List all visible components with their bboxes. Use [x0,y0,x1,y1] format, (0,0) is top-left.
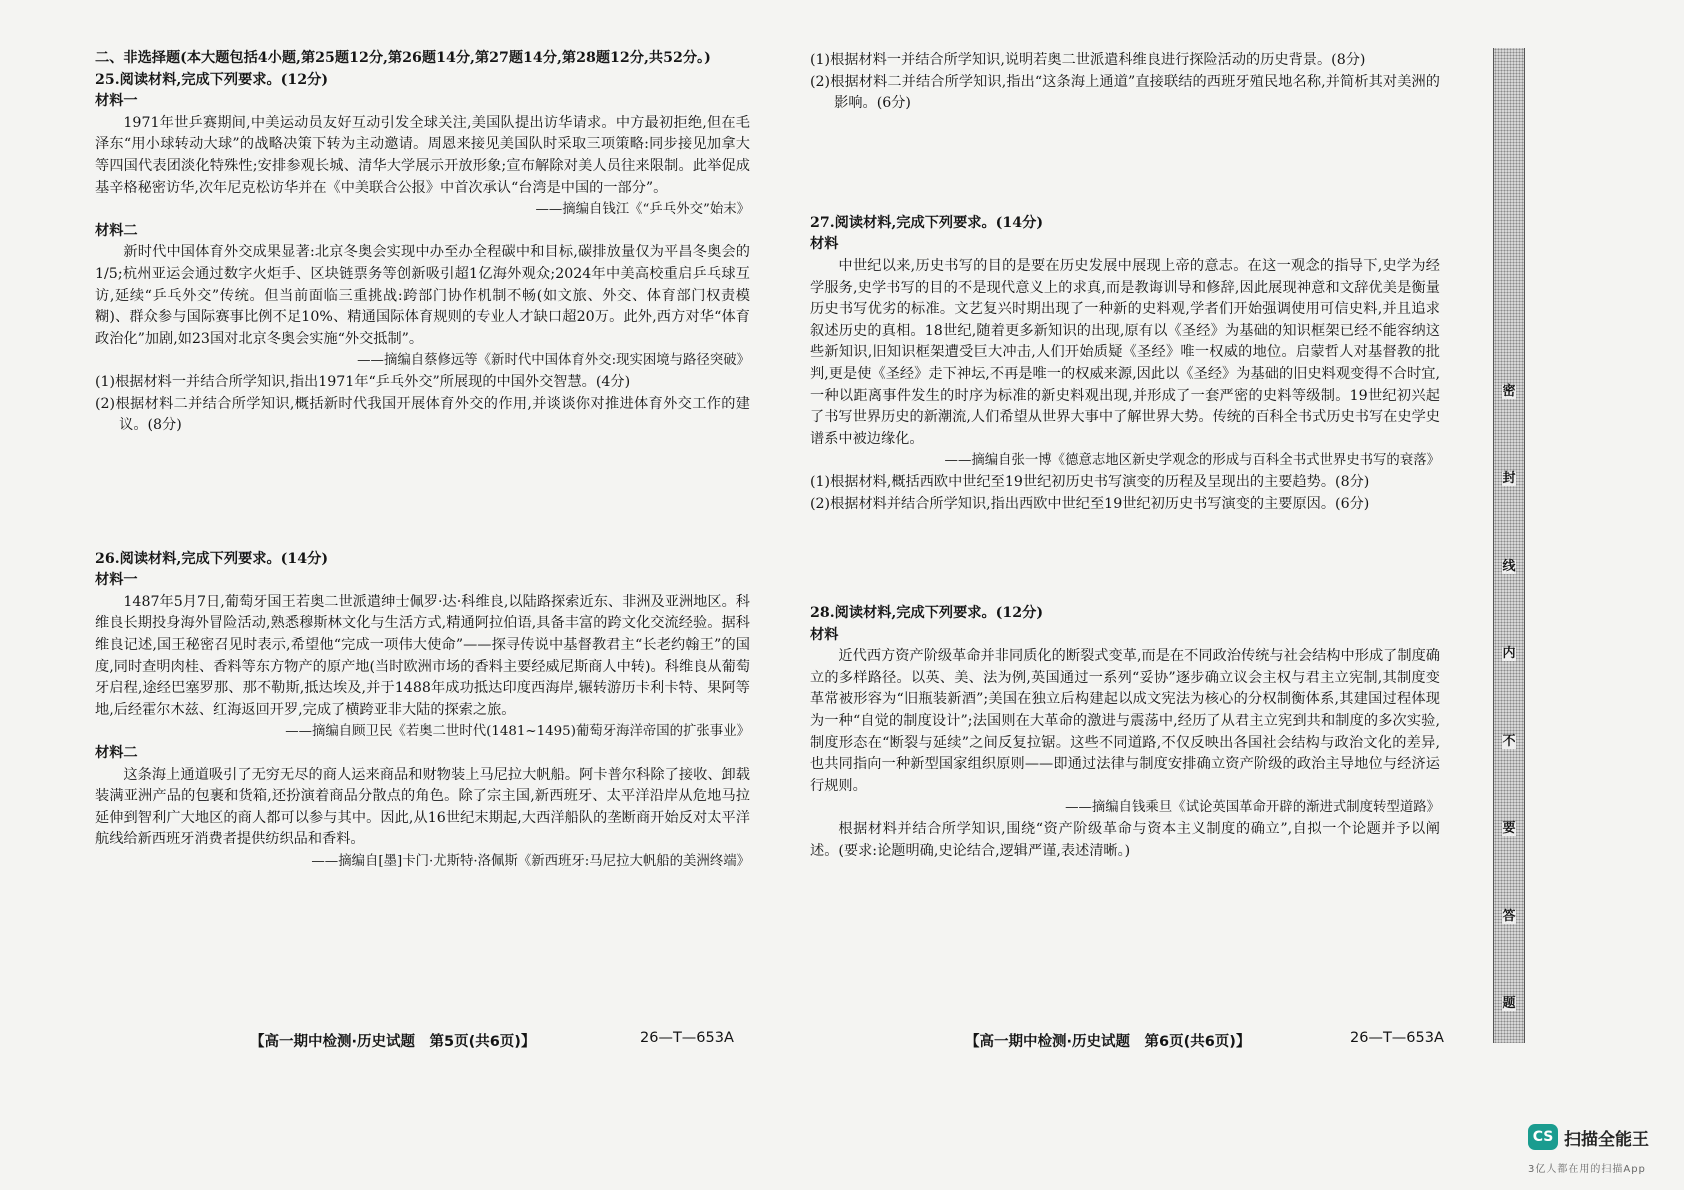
binding-char: 不 [1502,733,1516,749]
binding-char: 答 [1502,908,1516,924]
page-footer: 【高一期中检测·历史试题 第5页(共6页)】 [250,1034,536,1050]
material-label: 材料一 [95,572,138,589]
material-source: ——摘编自顾卫民《若奥二世时代(1481~1495)葡萄牙海洋帝国的扩张事业》 [285,724,750,740]
material-text: 中世纪以来,历史书写的目的是要在历史发展中展现上帝的意志。在这一观念的指导下,史学为经学服务,史学书写的目的不是现代意义上的求真,而是教诲训导和修辞,因此展现神意和文辞优美是衡量历史书写优劣的标准。文艺复兴时期出现了一种新的史料观,学者们开始强调使用可信史料,并且追求叙述历史的真相。18世纪,随着更多新知识的出现,原有以《圣经》为基础的知识框架已经不能容纳这些新知识,旧知识框架遭受巨大冲击,人们开始质疑《圣经》唯一权威的地位。启蒙哲人对基督教的批判,更是使《圣经》走下神坛,不再是唯一的权威来源,因此以《圣经》为基础的旧史料观变得不合时宜,一种以距离事件发生的时序为标准的新史料观出现,并形成了一套严密的史料等级制。19世纪初兴起了书写世界历史的新潮流,人们希望从世界大事中了解世界大势。传统的百科全书式历史书写在史学史谱系中被边缘化。 [810,257,1440,447]
answer-space [95,437,750,493]
material-text: 1971年世乒赛期间,中美运动员友好互动引发全球关注,美国队提出访华请求。中方最初拒绝,但在毛泽东“用小球转动大球”的战略决策下转为主动邀请。周恩来接见美国队时采取三项策略:同步接见加拿大等四国代表团淡化特殊性;安排参观长城、清华大学展示开放形象;宣布解除对美人员往来限制。此举促成基辛格秘密访华,次年尼克松访华并在《中美联合公报》中首次承认“台湾是中国的一部分”。 [95,114,750,196]
material-text: 这条海上通道吸引了无穷无尽的商人运来商品和财物装上马尼拉大帆船。阿卡普尔科除了接收、卸载装满亚洲产品的包裹和货箱,还扮演着商品分散点的角色。除了宗主国,新西班牙、太平洋沿岸从危地马拉延伸到智利广大地区的商人都可以参与其中。因此,从16世纪末期起,大西洋船队的垄断商开始反对太平洋航线给新西班牙消费者提供纺织品和香料。 [95,766,750,848]
sub-question: (1)根据材料一并结合所学知识,说明若奥二世派遣科维良进行探险活动的历史背景。(8分) [810,52,1366,68]
material-source: ——摘编自蔡修远等《新时代中国体育外交:现实困境与路径突破》 [357,353,750,369]
scanner-logo-icon: CS [1528,1124,1558,1150]
binding-char: 题 [1502,996,1516,1012]
material-text: 1487年5月7日,葡萄牙国王若奥二世派遣绅士佩罗·达·科维良,以陆路探索近东、非洲及亚洲地区。科维良长期投身海外冒险活动,熟悉穆斯林文化与生活方式,精通阿拉伯语,具备丰富的跨文化交流经验。据科维良记述,国王秘密召见时表示,希望他“完成一项伟大使命”——探寻传说中基督教君主“长老约翰王”的国度,同时查明肉桂、香料等东方物产的原产地(当时欧洲市场的香料主要经威尼斯商人中转)。科维良从葡萄牙启程,途经巴塞罗那、那不勒斯,抵达埃及,并于1488年成功抵达印度西海岸,辗转游历卡利卡特、果阿等地,后经霍尔木兹、红海返回开罗,完成了横跨亚非大陆的探索之旅。 [95,593,750,718]
question-28-title: 28.阅读材料,完成下列要求。(12分) [810,605,1044,622]
sub-question: (2)根据材料二并结合所学知识,指出“这条海上通道”直接联结的西班牙殖民地名称,并简析其对美洲的影响。(6分) [810,73,1440,112]
essay-task: 根据材料并结合所学知识,围绕“资产阶级革命与资本主义制度的确立”,自拟一个论题并予以阐述。(要求:论题明确,史论结合,逻辑严谨,表述清晰。) [810,821,1440,859]
binding-char: 封 [1502,471,1516,487]
material-label: 材料二 [95,745,138,762]
binding-char: 线 [1502,558,1516,574]
material-label: 材料 [810,236,839,253]
exam-code: 26—T—653A [1350,1030,1444,1046]
material-label: 材料一 [95,93,138,110]
binding-char: 要 [1502,821,1516,837]
answer-space [95,493,750,549]
binding-strip [1493,48,1525,1043]
material-text: 新时代中国体育外交成果显著:北京冬奥会实现中办至办全程碳中和目标,碳排放量仅为平昌冬奥会的1/5;杭州亚运会通过数字火炬手、区块链票务等创新吸引超1亿海外观众;2024年中美高校重启乒乓球互访,延续“乒乓外交”传统。但当前面临三重挑战:跨部门协作机制不畅(如文旅、外交、体育部门权责模糊)、群众参与国际赛事比例不足10%、精通国际体育规则的专业人才缺口超20万。此外,西方对华“体育政治化”加剧,如23国对北京冬奥会实施“外交抵制”。 [95,244,750,347]
material-label: 材料二 [95,222,138,239]
binding-warning [1494,348,1524,1048]
question-26-title: 26.阅读材料,完成下列要求。(14分) [95,550,329,567]
material-source: ——摘编自[墨]卡门·尤斯特·洛佩斯《新西班牙:马尼拉大帆船的美洲终端》 [311,854,750,869]
material-text: 近代西方资产阶级革命并非同质化的断裂式变革,而是在不同政治传统与社会结构中形成了制度确立的多样路径。以英、美、法为例,英国通过一系列“妥协”逐步确立议会主权与君主立宪制,其制度变革常被形容为“旧瓶装新酒”;美国在独立后构建起以成文宪法为核心的分权制衡体系,其建国过程体现为一种“自觉的制度设计”;法国则在大革命的激进与震荡中,经历了从君主立宪到共和制度的多次实验,制度形态在“断裂与延续”之间反复拉锯。这些不同道路,不仅反映出各国社会结构与政治文化的差异,也共同指向一种新型国家组织原则——即通过法律与制度安排确立资产阶级的政治主导地位与经济运行规则。 [810,648,1440,794]
right-page [810,50,1440,862]
answer-space [810,515,1440,603]
page-footer: 【高一期中检测·历史试题 第6页(共6页)】 [965,1034,1251,1050]
sub-question: (2)根据材料二并结合所学知识,概括新时代我国开展体育外交的作用,并谈谈你对推进体育外交工作的建议。(8分) [95,395,750,434]
material-source: ——摘编自钱江《“乒乓外交”始末》 [535,202,750,218]
sub-question: (2)根据材料并结合所学知识,指出西欧中世纪至19世纪初历史书写演变的主要原因。(6分) [810,495,1370,512]
scanner-tagline: 3亿人都在用的扫描App [1528,1164,1646,1175]
material-source: ——摘编自张一博《德意志地区新史学观念的形成与百科全书式世界史书写的衰落》 [944,453,1440,469]
sub-question: (1)根据材料,概括西欧中世纪至19世纪初历史书写演变的历程及呈现出的主要趋势。(8分) [810,473,1370,490]
material-label: 材料 [810,626,839,643]
answer-space [810,115,1440,213]
binding-char: 密 [1502,383,1516,399]
question-25-title: 25.阅读材料,完成下列要求。(12分) [95,71,329,88]
question-27-title: 27.阅读材料,完成下列要求。(14分) [810,214,1044,231]
exam-code: 26—T—653A [640,1030,734,1046]
section-title: 二、非选择题(本大题包括4小题,第25题12分,第26题14分,第27题14分,第28题12分,共52分。) [95,50,711,66]
scanner-watermark [1528,1124,1649,1150]
binding-char: 内 [1502,646,1516,662]
scanner-name: 扫描全能王 [1564,1129,1649,1150]
sub-question: (1)根据材料一并结合所学知识,指出1971年“乒乓外交”所展现的中国外交智慧。(4分) [95,373,631,390]
material-source: ——摘编自钱乘旦《试论英国革命开辟的渐进式制度转型道路》 [1065,800,1440,816]
left-page [95,48,750,873]
